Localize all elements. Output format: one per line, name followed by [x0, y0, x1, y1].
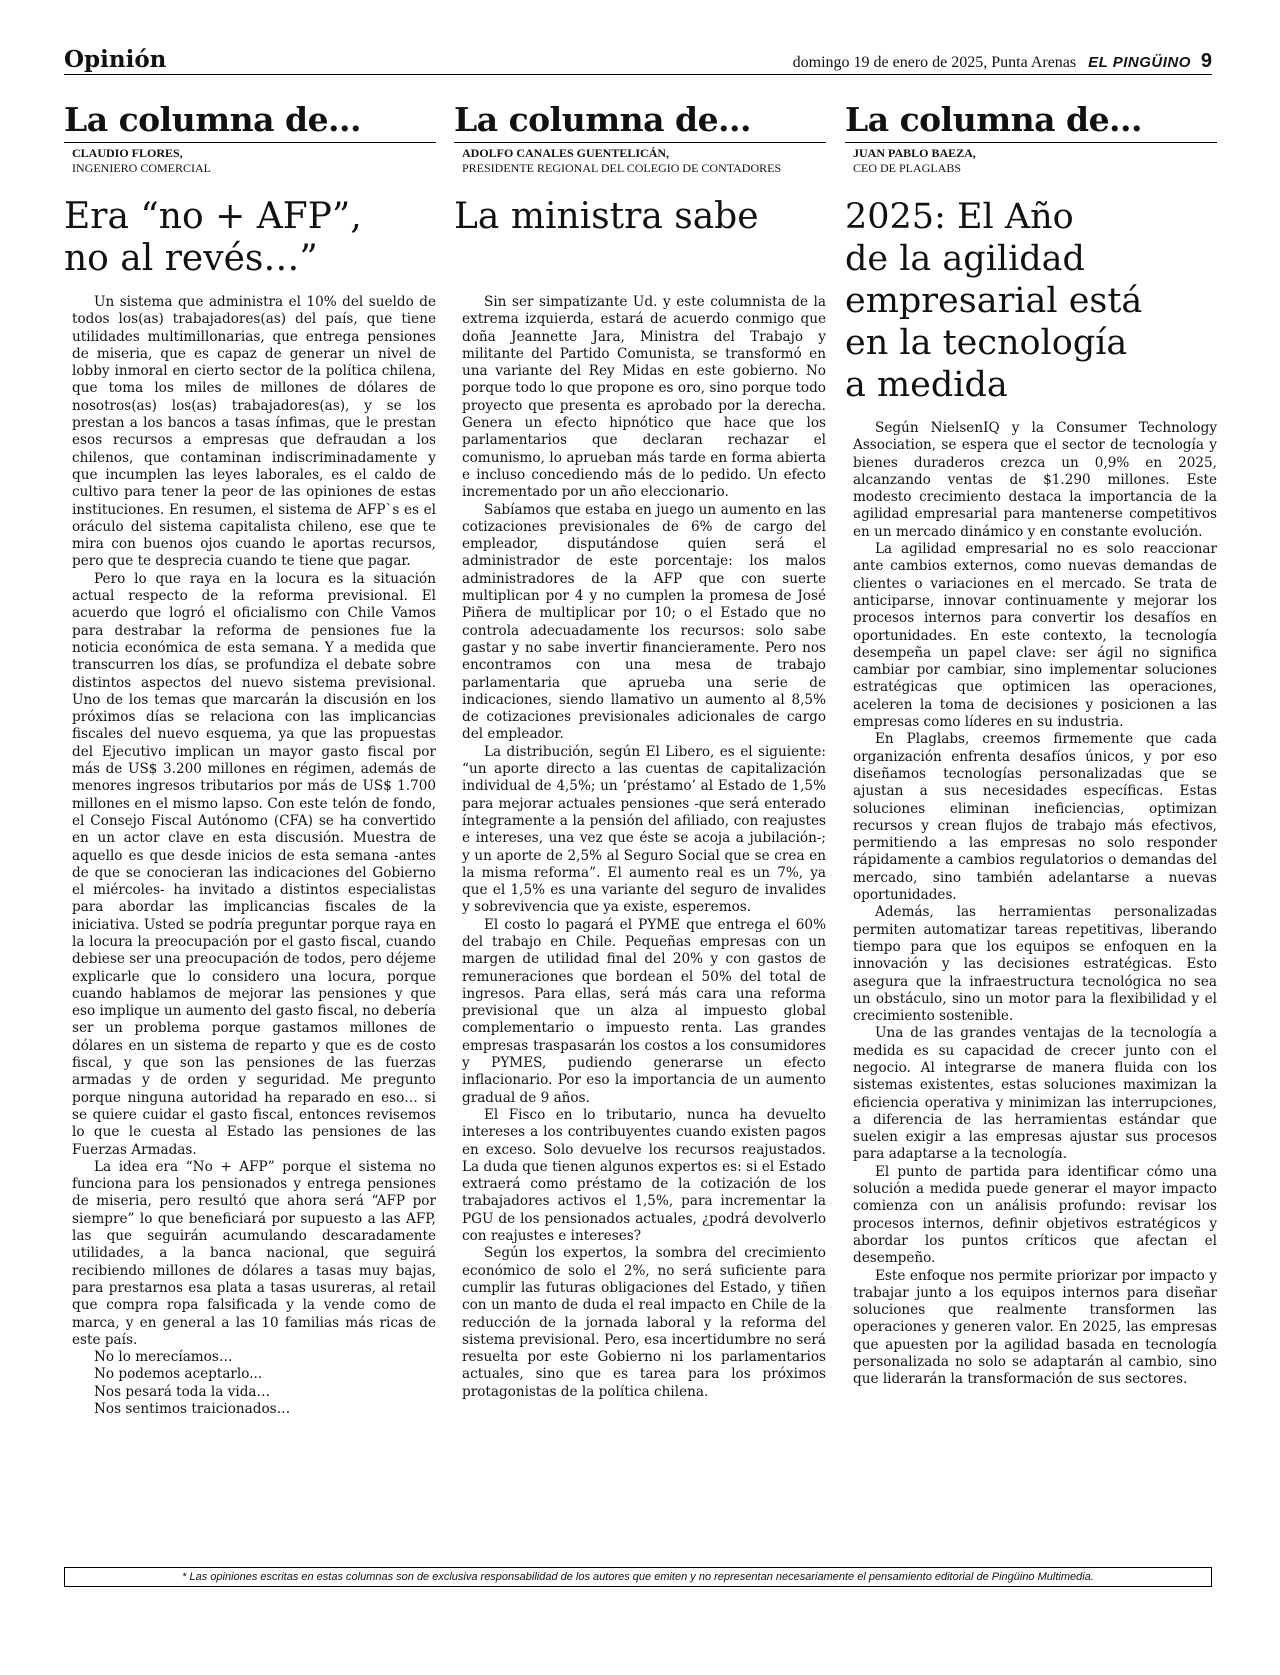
headline: [64, 196, 436, 280]
author-name: JUAN PABLO BAEZA,: [853, 146, 976, 160]
paragraph: La agilidad empresarial no es solo reaccionar ante cambios externos, como nuevas demandas de clientes o variaciones en el mercado. Se trata de anticiparse, innovar continuamente y mejorar los procesos internos para convertir los desafíos en oportunidades. En este contexto, la tecnología desempeña un papel clave: ser ágil no significa cambiar por cambiar, sino implementar soluciones estratégicas que optimicen las operaciones, aceleren la toma de decisiones y posicionen a las empresas como líderes en su industria.: [853, 541, 1217, 731]
author-role: PRESIDENTE REGIONAL DEL COLEGIO DE CONTADORES: [462, 161, 782, 175]
paragraph: El costo lo pagará el PYME que entrega el 60% del trabajo en Chile. Pequeñas empresas con un margen de utilidad final del 20% y con gastos de remuneraciones que bordean el 50% del total de ingresos. Para ellas, será más cara una reforma previsional que un alza al impuesto global complementario o impuesto renta. Las grandes empresas traspasarán los costos a los consumidores y PYMES, pudiendo generarse un efecto inflacionario. Por eso la importancia de un aumento gradual de 9 años.: [462, 916, 826, 1106]
column-kicker: La columna de...: [845, 100, 1217, 143]
author-byline: [853, 146, 1217, 176]
paragraph: La distribución, según El Libero, es el siguiente: “un aporte directo a las cuentas de capitalización individual de 4,5%; un ‘préstamo’ al Estado de 1,5% para mejorar actuales pensiones -que será enterado íntegramente a la pensión del afiliado, con reajustes e intereses, una vez que éste se acoja a jubilación-; y un aporte de 2,5% al Seguro Social que se crea en la misma reforma”. El aumento real es un 7%, ya que el 1,5% es una variante del seguro de invalides y sobrevivencia que ya existe, esperemos.: [462, 743, 826, 916]
headline-line: Era “no + AFP”,: [64, 196, 362, 237]
paragraph: Además, las herramientas personalizadas permiten automatizar tareas repetitivas, liberando tiempo para que los equipos se enfoquen en la innovación y las decisiones estratégicas. Esto asegura que la infraestructura tecnológica no sea un obstáculo, sino un motor para la flexibilidad y el crecimiento sostenible.: [853, 904, 1217, 1025]
header-right: [793, 50, 1212, 73]
paragraph: El Fisco en lo tributario, nunca ha devuelto intereses a los contribuyentes cuando existen pagos en exceso. Solo devuelve los recursos reajustados. La duda que tienen algunos expertos es: si el Estado extraerá como préstamo de la cotización de los trabajadores activos el 1,5%, para incrementar la PGU de los pensionados actuales, ¿podrá devolverlo con reajustes e intereses?: [462, 1106, 826, 1245]
headline-line: en la tecnología: [845, 323, 1128, 363]
author-role: INGENIERO COMERCIAL: [72, 161, 211, 175]
paragraph: Nos pesará toda la vida…: [94, 1383, 271, 1400]
author-name: ADOLFO CANALES GUENTELICÁN,: [462, 146, 670, 160]
headline-line: empresarial está: [845, 281, 1143, 321]
page-number: 9: [1200, 50, 1212, 72]
column-kicker: La columna de...: [64, 100, 436, 143]
article-body: [462, 294, 826, 1401]
brand-logo: EL PINGÜINO: [1088, 54, 1191, 71]
column-2: [454, 100, 826, 1401]
column-kicker: La columna de...: [454, 100, 826, 143]
paragraph: Sin ser simpatizante Ud. y este columnista de la extrema izquierda, estará de acuerdo conmigo que doña Jeannette Jara, Ministra del Trabajo y militante del Partido Comunista, se transformó en una variante del Rey Midas en este gobierno. No porque todo lo que propone es oro, sino porque todo proyecto que presenta es aprobado por la derecha. Genera un efecto hipnótico que hace que los parlamentarios que declaran rechazar el comunismo, lo aprueban más tarde en forma abierta e incluso concediendo más de lo pedido. Un efecto incrementado por un año eleccionario.: [462, 294, 826, 501]
paragraph: Pero lo que raya en la locura es la situación actual respecto de la reforma previsional. El acuerdo que logró el oficialismo con Chile Vamos para destrabar la reforma de pensiones fue la noticia económica de esta semana. Y a medida que transcurren los días, se profundiza el debate sobre distintos aspectos del nuevo sistema previsional. Uno de los temas que marcarán la discusión en los próximos días se relaciona con las implicancias fiscales del nuevo esquema, ya que las propuestas del Ejecutivo implican un mayor gasto fiscal por más de US$ 3.200 millones en régimen, además de menores ingresos tributarios por más de US$ 1.700 millones en el mismo lapso. Con este telón de fondo, el Consejo Fiscal Autónomo (CFA) se ha convertido en un actor clave en esta discusión. Muestra de aquello es que desde inicios de esta semana -antes de que se conocieran las indicaciones del Gobierno el miércoles- ha invitado a distintos especialistas para abordar las implicancias fiscales de la iniciativa. Usted se podría preguntar porque raya en la locura la preocupación por el gasto fiscal, cuando debiese ser una preocupación de todos, pero déjeme explicarle que lo considero una locura, porque cuando hablamos de mejorar las pensiones y que eso implique un aumento del gasto fiscal, no debería ser un problema porque gastamos millones de dólares en un sistema de reparto y que es de costo fiscal, y que son las pensiones de las fuerzas armadas y de orden y seguridad. Me pregunto porque ninguna autoridad ha reparado en eso… si se quiere cuidar el gasto fiscal, entonces revisemos lo que le cuesta al Estado las pensiones de las Fuerzas Armadas.: [72, 570, 436, 1158]
author-byline: [462, 146, 826, 176]
paragraph: Un sistema que administra el 10% del sueldo de todos los(as) trabajadores(as) del país, que tiene utilidades multimillonarias, que entrega pensiones de miseria, que es capaz de generar un nivel de lobby inmoral en cierto sector de la política chilena, que toma los miles de millones de dólares de nosotros(as) los(as) trabajadores(as), y se los prestan a los bancos a tasas ínfimas, que le prestan esos recursos a empresas que defraudan a los chilenos, que contaminan indiscriminadamente y que incumplen las leyes laborales, es el caldo de cultivo para tener la peor de las opiniones de estas instituciones. En resumen, el sistema de AFP`s es el oráculo del sistema capitalista chileno, ese que te mira con buenos ojos cuando le aportas recursos, pero que te desprecia cuando te tiene que pagar.: [72, 294, 436, 570]
paragraph: Nos sentimos traicionados…: [94, 1401, 291, 1417]
headline: [845, 196, 1217, 406]
paragraph: El punto de partida para identificar cómo una solución a medida puede generar el mayor impacto comienza con un análisis profundo: revisar los procesos internos, definir objetivos estratégicos y abordar los puntos críticos que afectan el desempeño.: [853, 1163, 1217, 1267]
paragraph: Según NielsenIQ y la Consumer Technology Association, se espera que el sector de tecnología y bienes duraderos crezca un 0,9% en 2025, alcanzando ventas de $1.290 millones. Este modesto crecimiento destaca la importancia de la agilidad empresarial para mantenerse competitivos en un mercado dinámico y en constante evolución.: [853, 420, 1217, 540]
paragraph: La idea era “No + AFP” porque el sistema no funciona para los pensionados y entrega pensiones de miseria, pero resultó que ahora será “AFP por siempre” lo que beneficiará por supuesto a las AFP, las que seguirán acumulando descaradamente utilidades, a la banca nacional, que seguirá recibiendo millones de dólares a tasas muy bajas, para prestarnos esa plata a tasas usureras, al retail que compra ropa falsificada y la vende como de marca, y en general a las 10 familias más ricas de este país.: [72, 1158, 436, 1348]
paragraph: En Plaglabs, creemos firmemente que cada organización enfrenta desafíos únicos, y por eso diseñamos tecnologías personalizadas que se ajustan a sus necesidades específicas. Estas soluciones eliminan ineficiencias, optimizan recursos y crean flujos de trabajo más efectivos, permitiendo a las empresas no solo responder rápidamente a cambios regulatorios o demandas del mercado, sino también adelantarse a nuevas oportunidades.: [853, 731, 1217, 904]
headline-line: a medida: [845, 365, 1008, 405]
page-header: [64, 44, 1212, 75]
headline-line: La ministra sabe: [454, 196, 759, 237]
author-role: CEO DE PLAGLABS: [853, 161, 962, 175]
disclaimer-box: * Las opiniones escritas en estas columnas son de exclusiva responsabilidad de los autores que emiten y no representan necesariamente el pensamiento editorial de Pingüino Multimedia.: [64, 1567, 1212, 1587]
headline-line: de la agilidad: [845, 239, 1085, 279]
article-body: [853, 420, 1217, 1389]
headline-line: 2025: El Año: [845, 197, 1074, 237]
author-byline: [72, 146, 436, 176]
headline: [454, 196, 826, 238]
column-3: [845, 100, 1217, 1389]
article-body: [72, 294, 436, 1418]
paragraph: No lo merecíamos…: [94, 1349, 233, 1366]
author-name: CLAUDIO FLORES,: [72, 146, 183, 160]
column-1: [64, 100, 436, 1418]
paragraph: No podemos aceptarlo...: [94, 1366, 263, 1383]
paragraph: Una de las grandes ventajas de la tecnología a medida es su capacidad de crecer junto con el negocio. Al integrarse de manera fluida con los sistemas existentes, estas soluciones maximizan la eficiencia operativa y minimizan las interrupciones, a diferencia de las herramientas estándar que suelen exigir a las empresas ajustar sus procesos para adaptarse a la tecnología.: [853, 1025, 1217, 1163]
headline-line: no al revés…”: [64, 238, 318, 279]
paragraph: Según los expertos, la sombra del crecimiento económico de solo el 2%, no será suficiente para cumplir las futuras obligaciones del Estado, y tiñen con un manto de duda el real impacto en Chile de la reducción de la jornada laboral y la reforma del sistema previsional. Pero, esa incertidumbre no será resuelta por este Gobierno ni los parlamentarios actuales, sino que es tarea para los próximos protagonistas de la política chilena.: [462, 1245, 826, 1400]
section-title: Opinión: [64, 46, 167, 73]
paragraph: Este enfoque nos permite priorizar por impacto y trabajar junto a los equipos internos para diseñar soluciones que realmente transformen las operaciones y generen valor. En 2025, las empresas que apuesten por la agilidad basada en tecnología personalizada no solo se adaptarán al cambio, sino que liderarán la transformación de sus sectores.: [853, 1267, 1217, 1388]
dateline: domingo 19 de enero de 2025, Punta Arenas: [792, 54, 1077, 71]
paragraph: Sabíamos que estaba en juego un aumento en las cotizaciones previsionales de 6% de cargo del empleador, disputándose quien será el administrador de este porcentaje: los malos administradores de la AFP que con suerte multiplican por 4 y no cumplen la promesa de José Piñera de multiplicar por 10; o el Estado que no controla adecuadamente los recursos: solo sabe gastar y no sabe invertir financieramente. Pero nos encontramos con una mesa de trabajo parlamentaria que aprueba una serie de indicaciones, siendo llamativo un aumento al 8,5% de cotizaciones previsionales adicionales de cargo del empleador.: [462, 501, 826, 743]
